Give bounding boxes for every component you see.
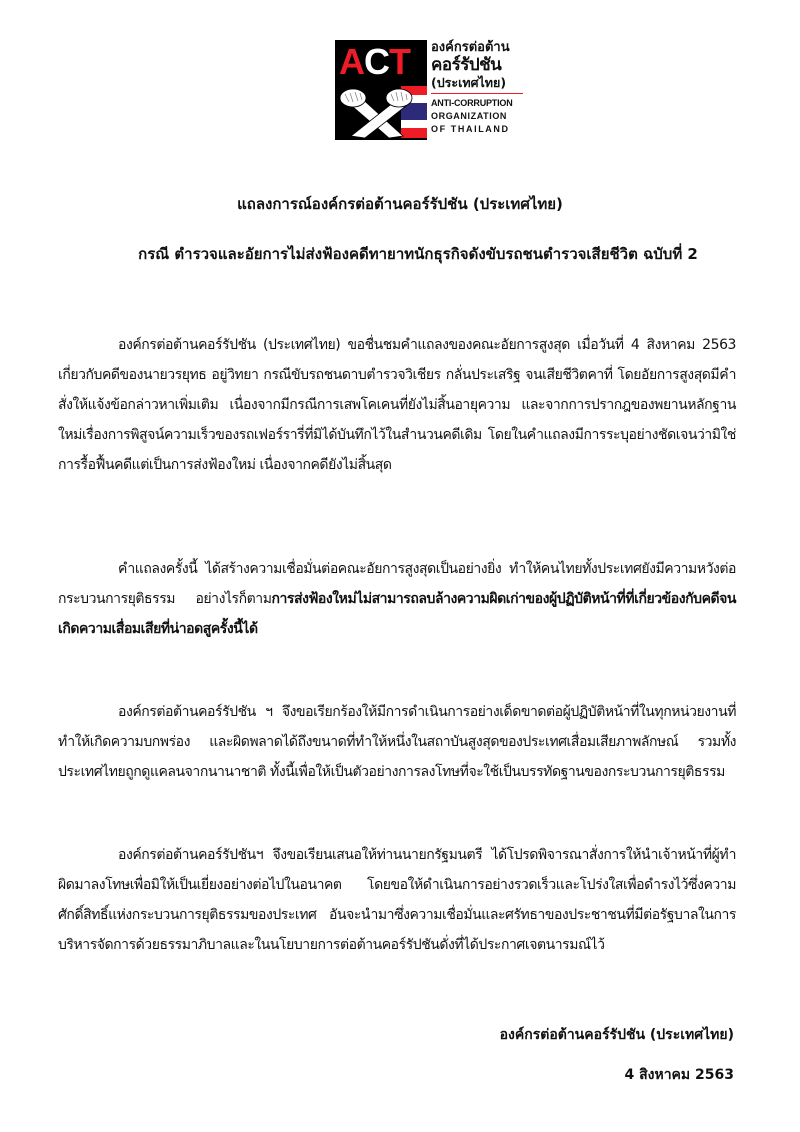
paragraph-2-bold: การส่งฟ้องใหม่ไม่สามารถลบล้างความผิดเก่าของผู้ปฏิบัติหน้าที่ที่เกี่ยวข้องกับคดีจนเกิดความเสื่อมเสียที่น่าอดสูครั้งนี้ได้: [58, 591, 736, 637]
logo-en-line-1: ANTI-CORRUPTION: [431, 98, 513, 108]
logo-thai-line-1: องค์กรต่อต้าน: [431, 40, 510, 55]
act-logo-mark: [335, 40, 427, 140]
document-title: แถลงการณ์องค์กรต่อต้านคอร์รัปชัน (ประเทศไทย): [237, 195, 563, 213]
paragraph-4: องค์กรต่อต้านคอร์รัปชันฯ จึงขอเรียนเสนอให้ท่านนายกรัฐมนตรี ได้โปรดพิจารณาสั่งการให้นำเจ้าหน้าที่ผู้ทำผิดมาลงโทษเพื่อมิให้เป็นเยี่ยงอย่างต่อไปในอนาคต โดยขอให้ดำเนินการอย่างรวดเร็วและโปร่งใสเพื่อดำรงไว้ซึ่งความศักดิ์สิทธิ์แห่งกระบวนการยุติธรรมของประเทศ อันจะนำมาซึ่งความเชื่อมั่นและศรัทธาของประชาชนที่มีต่อรัฐบาลในการบริหารจัดการด้วยธรรมาภิบาลและในนโยบายการต่อต้านคอร์รัปชันดั่งที่ได้ประกาศเจตนารมณ์ไว้: [58, 847, 736, 953]
act-logo-text: [431, 40, 526, 136]
crossed-fists-icon: [337, 82, 413, 138]
logo-en-line-3: OF THAILAND: [431, 124, 510, 134]
logo-letter-t: T: [389, 41, 410, 82]
logo-thai-line-2: คอร์รัปชัน: [431, 55, 502, 75]
signature-date: 4 สิงหาคม 2563: [624, 1067, 734, 1083]
logo-en-line-2: ORGANIZATION: [431, 111, 508, 121]
act-logo: [335, 40, 525, 140]
logo-letter-a: A: [339, 41, 364, 82]
logo-divider: [431, 93, 523, 94]
logo-letter-c: C: [364, 41, 389, 82]
document-subtitle: กรณี ตำรวจและอัยการไม่ส่งฟ้องคดีทายาทนักธุรกิจดังขับรถชนตำรวจเสียชีวิต ฉบับที่ 2: [138, 245, 698, 263]
act-letters: [339, 42, 425, 82]
paragraph-2-normal: คำแถลงครั้งนี้ ได้สร้างความเชื่อมั่นต่อคณะอัยการสูงสุดเป็นอย่างยิ่ง ทำให้คนไทยทั้งประเทศยังมีความหวังต่อกระบวนการยุติธรรม อย่างไรก็ตาม: [58, 561, 736, 607]
paragraph-2: [58, 554, 736, 644]
paragraph-3: องค์กรต่อต้านคอร์รัปชัน ฯ จึงขอเรียกร้องให้มีการดำเนินการอย่างเด็ดขาดต่อผู้ปฏิบัติหน้าที่ในทุกหน่วยงานที่ทำให้เกิดความบกพร่อง และผิดพลาดได้ถึงขนาดที่ทำให้หนึ่งในสถาบันสูงสุดของประเทศเสื่อมเสียภาพลักษณ์ รวมทั้งประเทศไทยถูกดูแคลนจากนานาชาติ ทั้งนี้เพื่อให้เป็นตัวอย่างการลงโทษที่จะใช้เป็นบรรทัดฐานของกระบวนการยุติธรรม: [58, 704, 736, 780]
paragraph-1: องค์กรต่อต้านคอร์รัปชัน (ประเทศไทย) ขอชื่นชมคำแถลงของคณะอัยการสูงสุด เมื่อวันที่ 4 สิงหาคม 2563 เกี่ยวกับคดีของนายวรยุทธ อยู่วิทยา กรณีขับรถชนดาบตำรวจวิเชียร กลั่นประเสริฐ จนเสียชีวิตคาที่ โดยอัยการสูงสุดมีคำสั่งให้แจ้งข้อกล่าวหาเพิ่มเติม เนื่องจากมีกรณีการเสพโคเคนที่ยังไม่สิ้นอายุความ และจากการปรากฎของพยานหลักฐานใหม่เรื่องการพิสูจน์ความเร็วของรถเฟอร์รารี่ที่มิได้บันทึกไว้ในสำนวนคดีเดิม โดยในคำแถลงมีการระบุอย่างชัดเจนว่ามิใช่การรื้อฟื้นคดีแต่เป็นการส่งฟ้องใหม่ เนื่องจากคดียังไม่สิ้นสุด: [58, 337, 736, 473]
logo-thai-line-3: (ประเทศไทย): [431, 75, 507, 90]
signature-organization: องค์กรต่อต้านคอร์รัปชัน (ประเทศไทย): [499, 1027, 734, 1043]
